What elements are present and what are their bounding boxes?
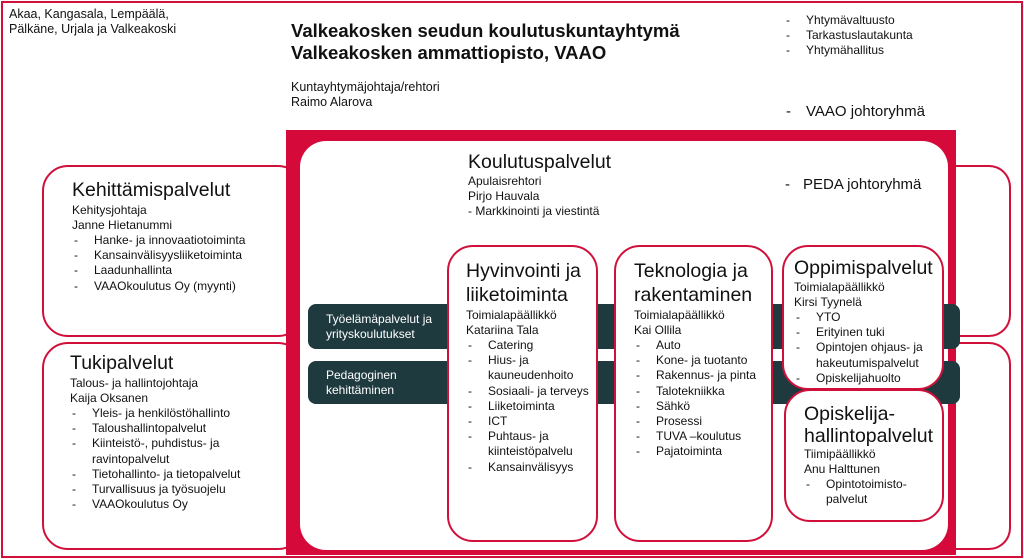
teknologia-title: Teknologia ja rakentaminen: [634, 260, 753, 306]
list-item: - Tietohallinto- ja tietopalvelut: [72, 466, 241, 481]
hyvinvointi-role: Toimialapäällikkö: [466, 308, 557, 322]
list-item: - Puhtaus- ja kiinteistöpalvelu: [468, 429, 573, 459]
kehittamispalvelut-role: Kehitysjohtaja: [72, 203, 147, 217]
list-item: - Opiskelijahuolto: [796, 370, 901, 385]
list-item: - Liiketoiminta: [468, 398, 555, 413]
right-cap-lower: [955, 342, 1011, 550]
koulutuspalvelut-item: - Markkinointi ja viestintä: [468, 204, 600, 218]
list-item: - Yleis- ja henkilöstöhallinto: [72, 406, 231, 420]
org-title-block: [291, 20, 680, 64]
list-item: - Tarkastuslautakunta: [786, 28, 913, 43]
teknologia-name: Kai Ollila: [634, 323, 682, 337]
hyvinvointi-list: [466, 338, 594, 475]
tukipalvelut-card: [42, 342, 304, 550]
list-item: - ICT: [468, 414, 508, 429]
opiskelijahallinto-list: [804, 477, 916, 507]
org-title-line2: Valkeakosken ammattiopisto, VAAO: [291, 42, 607, 63]
oppimispalvelut-role: Toimialapäällikkö: [794, 280, 885, 294]
list-item: - VAAOkoulutus Oy (myynti): [74, 278, 236, 293]
tukipalvelut-role: Talous- ja hallintojohtaja: [70, 376, 199, 390]
list-item: - Prosessi: [636, 414, 703, 429]
koulutuspalvelut-header: [468, 151, 611, 219]
oppimispalvelut-list: [794, 310, 942, 386]
list-item: - Kansainvälisyysliiketoiminta: [74, 248, 243, 263]
kehittamispalvelut-title: Kehittämispalvelut: [72, 179, 231, 201]
hyvinvointi-card: [447, 245, 598, 542]
oppimispalvelut-card: [782, 245, 944, 390]
list-item: - Rakennus- ja pinta: [636, 368, 757, 383]
vaao-group: - VAAO johtoryhmä: [786, 103, 925, 120]
municipalities-line: Akaa, Kangasala, Lempäälä,: [9, 7, 169, 21]
list-item: - YTO: [796, 310, 841, 324]
bar-label: kehittäminen: [326, 382, 395, 397]
peda-group: - PEDA johtoryhmä: [785, 176, 922, 193]
opiskelijahallinto-card: [784, 389, 944, 522]
bar-label: Pedagoginen: [326, 367, 397, 382]
opiskelijahallinto-role: Tiimipäällikkö: [804, 447, 876, 461]
tukipalvelut-name: Kaija Oksanen: [70, 391, 149, 405]
teknologia-card: [614, 245, 773, 542]
list-item: - Kone- ja tuotanto: [636, 353, 748, 368]
opiskelijahallinto-title: Opiskelija- hallintopalvelut: [804, 403, 934, 447]
teknologia-role: Toimialapäällikkö: [634, 308, 725, 322]
opiskelijahallinto-name: Anu Halttunen: [804, 462, 881, 476]
list-item: - Opintojen ohjaus- ja hakeutumispalvelut: [796, 340, 923, 370]
governance-list: [784, 13, 913, 59]
list-item: - Pajatoiminta: [636, 444, 723, 459]
municipalities-text: [9, 7, 176, 37]
list-item: - Taloushallintopalvelut: [72, 421, 207, 436]
kehittamispalvelut-list: [72, 233, 302, 294]
list-item: - Talotekniikka: [636, 383, 725, 398]
list-item: - Yhtymävaltuusto: [786, 13, 895, 27]
list-item: - Turvallisuus ja työsuojelu: [72, 482, 226, 497]
list-item: - TUVA –koulutus: [636, 429, 742, 444]
teknologia-list: [634, 338, 771, 460]
oppimispalvelut-title: Oppimispalvelut: [794, 257, 933, 279]
tukipalvelut-title: Tukipalvelut: [70, 352, 174, 374]
list-item: - Catering: [468, 338, 534, 352]
list-item: - Kiinteistö-, puhdistus- ja ravintopalvelut: [72, 436, 220, 466]
koulutuspalvelut-title: Koulutuspalvelut: [468, 151, 612, 173]
list-item: - Sosiaali- ja terveys: [468, 383, 589, 398]
koulutuspalvelut-name: Pirjo Hauvala: [468, 189, 540, 203]
koulutuspalvelut-role: Apulaisrehtori: [468, 174, 542, 188]
leader-name: Raimo Alarova: [291, 95, 373, 109]
list-item: - Opintotoimisto-palvelut: [806, 477, 907, 507]
leader-block: [291, 80, 440, 110]
list-item: - Auto: [636, 338, 681, 352]
list-item: - Laadunhallinta: [74, 263, 173, 278]
list-item: - Hius- ja kauneudenhoito: [468, 353, 574, 383]
list-item: - Yhtymähallitus: [786, 43, 885, 58]
tukipalvelut-list: [70, 406, 270, 512]
hyvinvointi-name: Katariina Tala: [466, 323, 539, 337]
right-cap-upper: [955, 165, 1011, 337]
municipalities-line: Pälkäne, Urjala ja Valkeakoski: [9, 22, 177, 36]
list-item: - Erityinen tuki: [796, 325, 885, 340]
leader-role: Kuntayhtymäjohtaja/rehtori: [291, 80, 440, 94]
kehittamispalvelut-name: Janne Hietanummi: [72, 218, 173, 232]
bar-label: Työelämäpalvelut ja: [326, 311, 433, 326]
list-item: - Kansainvälisyys: [468, 459, 574, 474]
kehittamispalvelut-card: [42, 165, 304, 337]
list-item: - Hanke- ja innovaatiotoiminta: [74, 233, 246, 247]
list-item: - VAAOkoulutus Oy: [72, 497, 188, 512]
list-item: - Sähkö: [636, 398, 691, 413]
org-title-line1: Valkeakosken seudun koulutuskuntayhtymä: [291, 20, 680, 41]
oppimispalvelut-name: Kirsi Tyynelä: [794, 295, 862, 309]
hyvinvointi-title: Hyvinvointi ja liiketoiminta: [466, 260, 581, 306]
bar-label: yrityskoulutukset: [326, 326, 415, 341]
